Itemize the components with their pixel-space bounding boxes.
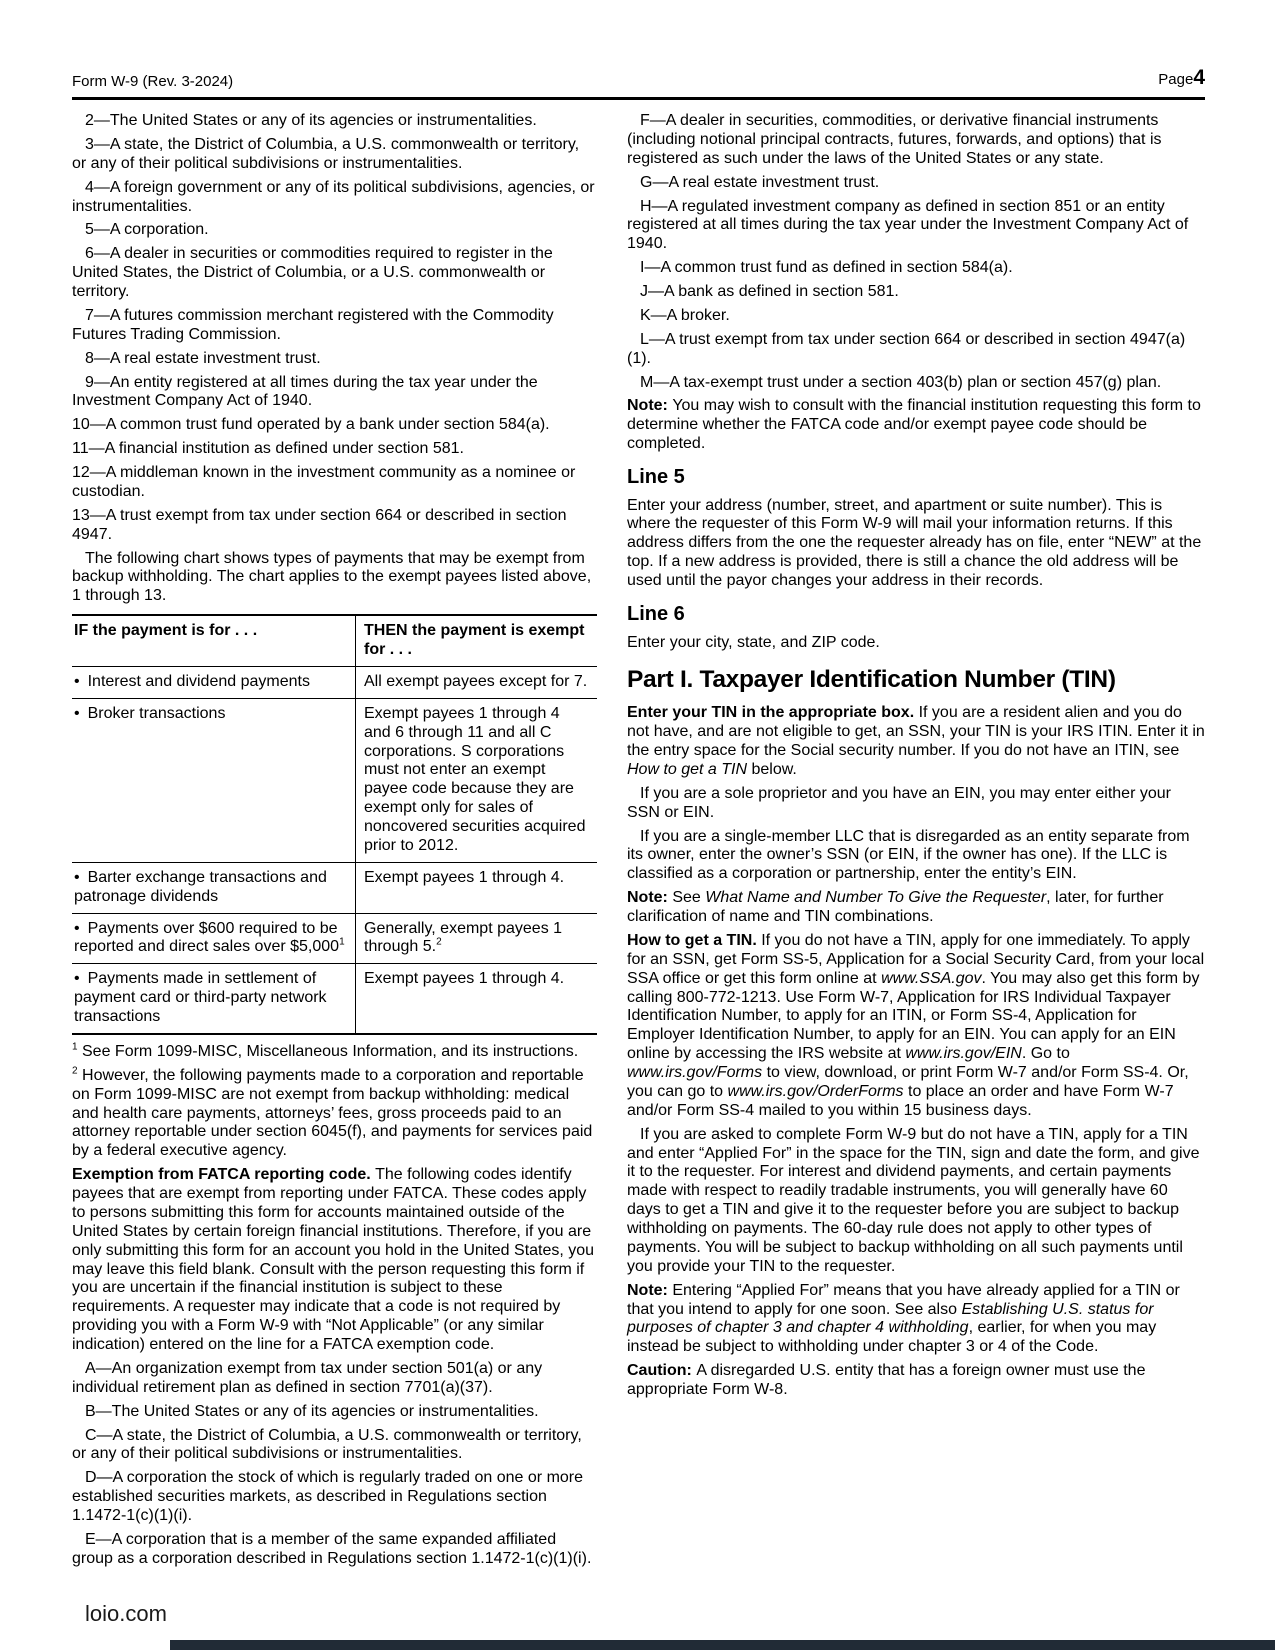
exempt-payee-item-9: 9—An entity registered at all times during the tax year under the Investment Company Act of 1940. <box>72 373 538 410</box>
then-exempt-cell: Generally, exempt payees 1 through 5.$^2$ <box>356 913 598 964</box>
fatca-code-E: E—A corporation that is a member of the same expanded affiliated group as a corporation described in Regulations section 1.1472-1(c)(1)(i). <box>72 1530 592 1567</box>
footnote-1: $^1$ See Form 1099-MISC, Miscellaneous Information, and its instructions. <box>72 1041 579 1060</box>
table-header-cell: IF the payment is for . . . <box>72 615 356 666</box>
table-row <box>72 666 597 698</box>
footer-site-link[interactable]: loio.com <box>85 1601 167 1626</box>
then-exempt-cell: Exempt payees 1 through 4. <box>356 862 598 913</box>
fatca-code-C: C—A state, the District of Columbia, a U.S. commonwealth or territory, or any of their political subdivisions or instrumentalities. <box>72 1426 582 1463</box>
form-id: Form W-9 (Rev. 3-2024) <box>72 73 234 90</box>
if-payment-cell: • Payments made in settlement of payment card or third-party network transactions <box>72 964 356 1034</box>
if-payment-cell: • Payments over $600 required to be reported and direct sales over $5,000$^1$ <box>72 913 356 964</box>
exempt-payee-item-10: 10—A common trust fund operated by a bank under section 584(a). <box>72 416 550 434</box>
page-header <box>72 66 1205 100</box>
line-5-heading: Line 5 <box>627 466 685 488</box>
if-payment-cell: • Broker transactions <box>72 698 356 862</box>
line-5-paragraph: Enter your address (number, street, and apartment or suite number). This is where the requester of this Form W-9 will mail your information returns. If this address differs from the one the requester already has on file, enter “NEW” at the top. If a new address is provided, there is still a chance the old address will be used until the payor changes your address in their records. <box>627 496 1202 590</box>
exempt-payee-item-6: 6—A dealer in securities or commodities required to register in the United States, the District of Columbia, or a U.S. commonwealth or territory. <box>72 245 553 300</box>
table-row <box>72 913 597 964</box>
exempt-payments-chart <box>72 614 597 1035</box>
exempt-payee-item-8: 8—A real estate investment trust. <box>85 349 321 367</box>
two-column-body <box>72 112 1205 1574</box>
fatca-code-I: I—A common trust fund as defined in section 584(a). <box>640 259 1013 277</box>
chart-intro-paragraph: The following chart shows types of payments that may be exempt from backup withholding. The chart applies to the exempt payees listed above, 1 through 13. <box>72 549 592 605</box>
fatca-code-F: F—A dealer in securities, commodities, or derivative financial instruments (including notional principal contracts, futures, forwards, and options) that is registered as such under the laws of the United States or any state. <box>627 112 1162 167</box>
exempt-payee-item-11: 11—A financial institution as defined under section 581. <box>72 440 464 458</box>
fatca-code-D: D—A corporation the stock of which is regularly traded on one or more established securities markets, as described in Regulations section 1.1472-1(c)(1)(i). <box>72 1469 584 1524</box>
fatca-code-L: L—A trust exempt from tax under section 664 or described in section 4947(a)(1). <box>627 330 1186 367</box>
exempt-payee-item-12: 12—A middleman known in the investment community as a nominee or custodian. <box>72 464 576 500</box>
fatca-note-paragraph: Note: You may wish to consult with the financial institution requesting this form to determine whether the FATCA code and/or exempt payee code should be completed. <box>627 397 1201 453</box>
applied-for-note-paragraph: Note: Entering “Applied For” means that you have already applied for a TIN or that you intend to apply for one soon. See also Establishing U.S. status for purposes of chapter 3 and chapter 4 withholding, earlier, for when you may instead be subject to withholding under chapter 3 or 4 of the Code. <box>627 1281 1180 1356</box>
page-number: 4 <box>1193 66 1205 89</box>
table-row <box>72 698 597 862</box>
enter-tin-paragraph: Enter your TIN in the appropriate box. If you are a resident alien and you do not have, and are not eligible to get, an SSN, your TIN is your IRS ITIN. Enter it in the entry space for the Social security number. If you do not have an ITIN, see How to get a TIN below. <box>627 704 1205 778</box>
if-payment-cell: • Barter exchange transactions and patronage dividends <box>72 862 356 913</box>
page-word: Page <box>1158 71 1194 88</box>
footer-bar <box>170 1640 1275 1650</box>
then-exempt-cell: Exempt payees 1 through 4 and 6 through 11 and all C corporations. S corporations must not enter an exempt payee code because they are exempt only for sales of noncovered securities acquired prior to 2012. <box>356 698 598 862</box>
fatca-code-A: A—An organization exempt from tax under section 501(a) or any individual retirement plan as defined in section 7701(a)(37). <box>72 1359 543 1396</box>
exempt-payee-item-3: 3—A state, the District of Columbia, a U.S. commonwealth or territory, or any of their political subdivisions or instrumentalities. <box>72 135 580 172</box>
if-payment-cell: • Interest and dividend payments <box>72 666 356 698</box>
fatca-code-G: G—A real estate investment trust. <box>640 173 880 191</box>
then-exempt-cell: Exempt payees 1 through 4. <box>364 970 565 988</box>
part-1-heading: Part I. Taxpayer Identification Number (TIN) <box>627 666 1116 694</box>
exempt-payee-item-5: 5—A corporation. <box>85 221 209 239</box>
exempt-payee-item-2: 2—The United States or any of its agencies or instrumentalities. <box>85 112 537 129</box>
left-column <box>72 112 597 1574</box>
name-number-note-paragraph: Note: See What Name and Number To Give the Requester, later, for further clarification of name and TIN combinations. <box>627 889 1164 926</box>
fatca-code-J: J—A bank as defined in section 581. <box>640 283 899 300</box>
table-header-cell: THEN the payment is exempt for . . . <box>356 615 598 666</box>
how-to-get-tin-paragraph: How to get a TIN. If you do not have a TIN, apply for one immediately. To apply for an SSN, get Form SS-5, Application for a Social Security Card, from your local SSA office or get this form online at www.SSA.gov. You may also get this form by calling 800-772-1213. Use Form W-7, Application for IRS Individual Taxpayer Identification Number, to apply for an ITIN, or Form SS-4, Application for Employer Identification Number, to apply for an EIN. You can apply for an EIN online by accessing the IRS website at www.irs.gov/EIN. Go to www.irs.gov/Forms to view, download, or print Form W-7 and/or Form SS-4. Or, you can go to www.irs.gov/OrderForms to place an order and have Form W-7 and/or Form SS-4 mailed to you within 15 business days. <box>627 931 1205 1119</box>
page-indicator <box>1158 66 1205 90</box>
caution-paragraph: Caution: A disregarded U.S. entity that has a foreign owner must use the appropriate Form W-8. <box>627 1362 1146 1399</box>
fatca-code-K: K—A broker. <box>640 306 730 324</box>
fatca-code-B: B—The United States or any of its agencies or instrumentalities. <box>85 1402 539 1420</box>
applied-for-paragraph: If you are asked to complete Form W-9 but do not have a TIN, apply for a TIN and enter “Applied For” in the space for the TIN, sign and date the form, and give it to the requester. For interest and dividend payments, and certain payments made with respect to readily tradable instruments, you will generally have 60 days to get a TIN and give it to the requester before you are subject to backup withholding on payments. The 60-day rule does not apply to other types of payments. You will be subject to backup withholding on all such payments until you provide your TIN to the requester. <box>627 1125 1200 1275</box>
right-column <box>627 112 1205 1574</box>
table-row <box>72 964 597 1034</box>
fatca-code-H: H—A regulated investment company as defined in section 851 or an entity registered at all times during the tax year under the Investment Company Act of 1940. <box>627 197 1189 253</box>
exempt-payee-item-7: 7—A futures commission merchant registered with the Commodity Futures Trading Commission. <box>72 306 554 343</box>
table-row <box>72 862 597 913</box>
single-member-llc-paragraph: If you are a single-member LLC that is disregarded as an entity separate from its owner, enter the owner’s SSN (or EIN, if the owner has one). If the LLC is classified as a corporation or partnership, enter the entity’s EIN. <box>627 827 1190 883</box>
exempt-payee-item-4: 4—A foreign government or any of its political subdivisions, agencies, or instrumentalities. <box>72 178 595 215</box>
line-6-heading: Line 6 <box>627 602 685 625</box>
footnote-2: $^2$ However, the following payments made to a corporation and reportable on Form 1099-MISC are not exempt from backup withholding: medical and health care payments, attorneys’ fees, gross proceeds paid to an attorney reportable under section 6045(f), and payments for services paid by a federal executive agency. <box>72 1065 593 1160</box>
then-exempt-cell: All exempt payees except for 7. <box>356 666 598 698</box>
line-6-paragraph: Enter your city, state, and ZIP code. <box>627 633 880 651</box>
fatca-exemption-paragraph: Exemption from FATCA reporting code. The following codes identify payees that are exempt from reporting under FATCA. These codes apply to persons submitting this form for accounts maintained outside of the United States by certain foreign financial institutions. Therefore, if you are only submitting this form for an account you hold in the United States, you may leave this field blank. Consult with the person requesting this form if you are uncertain if the financial institution is subject to these requirements. A requester may indicate that a code is not required by providing you with a Form W-9 with “Not Applicable” (or any similar indication) entered on the line for a FATCA exemption code. <box>72 1166 595 1353</box>
fatca-code-M: M—A tax-exempt trust under a section 403(b) plan or section 457(g) plan. <box>640 373 1162 391</box>
sole-proprietor-paragraph: If you are a sole proprietor and you have an EIN, you may enter either your SSN or EIN. <box>627 784 1171 821</box>
exempt-payee-item-13: 13—A trust exempt from tax under section 664 or described in section 4947. <box>72 506 567 543</box>
